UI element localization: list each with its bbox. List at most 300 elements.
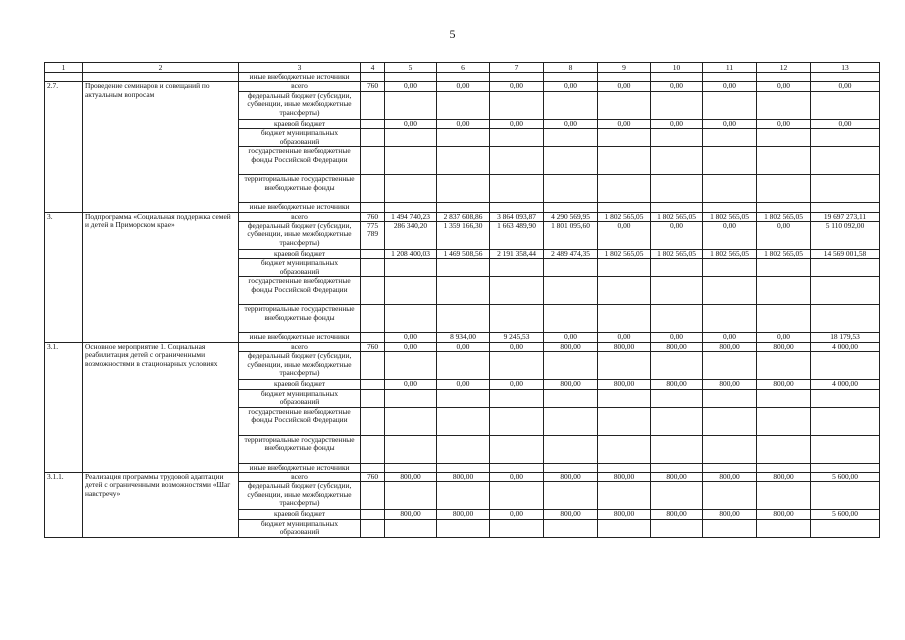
- code-cell: [361, 91, 385, 119]
- value-cell: 0,00: [385, 342, 437, 351]
- code-cell: [361, 250, 385, 259]
- value-cell: 1 802 565,05: [598, 212, 651, 221]
- value-cell: 800,00: [544, 342, 598, 351]
- value-cell: 800,00: [598, 510, 651, 519]
- value-cell: [703, 73, 757, 82]
- value-cell: 1 494 740,23: [385, 212, 437, 221]
- value-cell: [651, 73, 703, 82]
- value-cell: [757, 129, 811, 147]
- value-cell: [490, 407, 544, 435]
- source-cell: территориальные государственные внебюджетные фонды: [239, 305, 361, 333]
- code-cell: [361, 519, 385, 537]
- value-cell: 0,00: [598, 82, 651, 91]
- value-cell: [385, 352, 437, 380]
- section-index: 2.7.: [45, 82, 83, 212]
- value-cell: 0,00: [544, 119, 598, 128]
- value-cell: 4 000,00: [811, 380, 880, 389]
- value-cell: [437, 73, 490, 82]
- value-cell: 1 802 565,05: [703, 212, 757, 221]
- page-number: 5: [449, 27, 456, 41]
- source-cell: федеральный бюджет (субсидии, субвенции, иные межбюджетные трансферты): [239, 482, 361, 510]
- code-cell: [361, 277, 385, 305]
- value-cell: 0,00: [437, 380, 490, 389]
- value-cell: [651, 175, 703, 203]
- source-cell: бюджет муниципальных образований: [239, 389, 361, 407]
- value-cell: 0,00: [651, 82, 703, 91]
- value-cell: 800,00: [544, 380, 598, 389]
- value-cell: [544, 407, 598, 435]
- code-cell: 760: [361, 342, 385, 351]
- value-cell: 5 110 092,00: [811, 222, 880, 250]
- source-cell: краевой бюджет: [239, 119, 361, 128]
- value-cell: [385, 482, 437, 510]
- value-cell: 800,00: [757, 342, 811, 351]
- value-cell: [757, 352, 811, 380]
- section-row: [45, 212, 880, 221]
- value-cell: 1 802 565,05: [598, 250, 651, 259]
- value-cell: 0,00: [703, 119, 757, 128]
- value-cell: [437, 435, 490, 463]
- source-cell: иные внебюджетные источники: [239, 463, 361, 472]
- value-cell: 0,00: [490, 473, 544, 482]
- section-index: 3.: [45, 212, 83, 342]
- value-cell: 0,00: [385, 82, 437, 91]
- value-cell: [703, 129, 757, 147]
- value-cell: 0,00: [703, 222, 757, 250]
- value-cell: [437, 147, 490, 175]
- code-cell: 775 789: [361, 222, 385, 250]
- value-cell: [757, 407, 811, 435]
- value-cell: 0,00: [811, 82, 880, 91]
- value-cell: [651, 389, 703, 407]
- value-cell: [811, 407, 880, 435]
- value-cell: [651, 407, 703, 435]
- code-cell: [361, 259, 385, 277]
- code-cell: [361, 119, 385, 128]
- value-cell: 0,00: [385, 333, 437, 342]
- value-cell: [703, 519, 757, 537]
- value-cell: [544, 259, 598, 277]
- code-cell: [361, 510, 385, 519]
- source-cell: иные внебюджетные источники: [239, 333, 361, 342]
- header-cell: 4: [361, 63, 385, 73]
- code-cell: [361, 463, 385, 472]
- code-cell: [361, 129, 385, 147]
- header-cell: 11: [703, 63, 757, 73]
- section-row: [45, 342, 880, 351]
- source-cell: краевой бюджет: [239, 380, 361, 389]
- value-cell: 800,00: [703, 380, 757, 389]
- value-cell: [490, 519, 544, 537]
- value-cell: [757, 389, 811, 407]
- section-name: Подпрограмма «Социальная поддержка семей и детей в Приморском крае»: [83, 212, 239, 342]
- source-cell: федеральный бюджет (субсидии, субвенции, иные межбюджетные трансферты): [239, 91, 361, 119]
- value-cell: [490, 435, 544, 463]
- value-cell: 0,00: [544, 82, 598, 91]
- value-cell: [598, 305, 651, 333]
- source-cell: иные внебюджетные источники: [239, 73, 361, 82]
- value-cell: [544, 389, 598, 407]
- source-cell: краевой бюджет: [239, 250, 361, 259]
- value-cell: 0,00: [490, 342, 544, 351]
- value-cell: 2 191 358,44: [490, 250, 544, 259]
- value-cell: 0,00: [490, 380, 544, 389]
- value-cell: [385, 91, 437, 119]
- value-cell: [490, 482, 544, 510]
- value-cell: [651, 305, 703, 333]
- value-cell: [437, 259, 490, 277]
- value-cell: 1 802 565,05: [651, 212, 703, 221]
- value-cell: [703, 482, 757, 510]
- value-cell: [651, 259, 703, 277]
- value-cell: [598, 203, 651, 212]
- value-cell: 800,00: [598, 380, 651, 389]
- value-cell: [757, 277, 811, 305]
- value-cell: 800,00: [703, 510, 757, 519]
- value-cell: [490, 389, 544, 407]
- value-cell: 800,00: [437, 473, 490, 482]
- source-cell: федеральный бюджет (субсидии, субвенции, иные межбюджетные трансферты): [239, 222, 361, 250]
- value-cell: [385, 147, 437, 175]
- code-cell: [361, 203, 385, 212]
- code-cell: [361, 333, 385, 342]
- value-cell: [811, 277, 880, 305]
- value-cell: [703, 463, 757, 472]
- value-cell: [385, 305, 437, 333]
- value-cell: [651, 519, 703, 537]
- source-cell: государственные внебюджетные фонды Российской Федерации: [239, 407, 361, 435]
- value-cell: [598, 91, 651, 119]
- value-cell: 1 801 095,60: [544, 222, 598, 250]
- value-cell: [651, 277, 703, 305]
- value-cell: [437, 91, 490, 119]
- value-cell: 0,00: [757, 333, 811, 342]
- value-cell: 1 802 565,05: [651, 250, 703, 259]
- value-cell: 0,00: [651, 222, 703, 250]
- source-cell: иные внебюджетные источники: [239, 203, 361, 212]
- section-index: 3.1.: [45, 342, 83, 472]
- header-cell: 13: [811, 63, 880, 73]
- value-cell: [703, 91, 757, 119]
- value-cell: [598, 519, 651, 537]
- value-cell: [437, 389, 490, 407]
- section-name: Реализация программы трудовой адаптации детей с ограниченными возможностями «Шаг навстречу»: [83, 473, 239, 538]
- value-cell: 9 245,53: [490, 333, 544, 342]
- value-cell: 0,00: [651, 119, 703, 128]
- value-cell: 800,00: [544, 473, 598, 482]
- value-cell: [437, 519, 490, 537]
- index-cell: [45, 73, 83, 82]
- value-cell: 14 569 001,58: [811, 250, 880, 259]
- value-cell: [598, 435, 651, 463]
- value-cell: [651, 147, 703, 175]
- value-cell: [544, 129, 598, 147]
- value-cell: 1 802 565,05: [757, 212, 811, 221]
- value-cell: [544, 305, 598, 333]
- value-cell: 0,00: [490, 510, 544, 519]
- value-cell: [544, 175, 598, 203]
- code-cell: [361, 352, 385, 380]
- value-cell: [490, 175, 544, 203]
- value-cell: [757, 175, 811, 203]
- value-cell: [811, 175, 880, 203]
- value-cell: [385, 463, 437, 472]
- value-cell: [757, 482, 811, 510]
- value-cell: [811, 389, 880, 407]
- source-cell: всего: [239, 82, 361, 91]
- value-cell: 0,00: [757, 82, 811, 91]
- header-cell: 10: [651, 63, 703, 73]
- source-cell: территориальные государственные внебюджетные фонды: [239, 175, 361, 203]
- value-cell: 0,00: [437, 82, 490, 91]
- value-cell: [703, 352, 757, 380]
- value-cell: [544, 203, 598, 212]
- source-cell: государственные внебюджетные фонды Российской Федерации: [239, 147, 361, 175]
- header-cell: 6: [437, 63, 490, 73]
- source-cell: государственные внебюджетные фонды Российской Федерации: [239, 277, 361, 305]
- value-cell: [490, 129, 544, 147]
- value-cell: [651, 435, 703, 463]
- value-cell: 800,00: [385, 510, 437, 519]
- budget-table: [44, 62, 880, 538]
- value-cell: [544, 463, 598, 472]
- value-cell: [544, 435, 598, 463]
- value-cell: [598, 407, 651, 435]
- value-cell: 0,00: [651, 333, 703, 342]
- value-cell: [811, 463, 880, 472]
- value-cell: [651, 91, 703, 119]
- value-cell: [490, 352, 544, 380]
- value-cell: 0,00: [490, 82, 544, 91]
- value-cell: [598, 463, 651, 472]
- value-cell: [544, 91, 598, 119]
- value-cell: [811, 435, 880, 463]
- header-cell: 12: [757, 63, 811, 73]
- value-cell: [544, 277, 598, 305]
- value-cell: [703, 259, 757, 277]
- header-cell: 2: [83, 63, 239, 73]
- value-cell: 800,00: [598, 342, 651, 351]
- value-cell: 1 802 565,05: [757, 250, 811, 259]
- value-cell: 0,00: [437, 342, 490, 351]
- value-cell: 800,00: [651, 342, 703, 351]
- value-cell: [490, 203, 544, 212]
- value-cell: [811, 259, 880, 277]
- source-cell: бюджет муниципальных образований: [239, 519, 361, 537]
- value-cell: [598, 352, 651, 380]
- value-cell: 800,00: [757, 380, 811, 389]
- value-cell: [651, 352, 703, 380]
- value-cell: [598, 129, 651, 147]
- value-cell: [385, 435, 437, 463]
- value-cell: [703, 203, 757, 212]
- value-cell: [437, 305, 490, 333]
- source-cell: всего: [239, 342, 361, 351]
- value-cell: [811, 203, 880, 212]
- value-cell: [490, 147, 544, 175]
- value-cell: [437, 463, 490, 472]
- value-cell: [811, 129, 880, 147]
- value-cell: [490, 305, 544, 333]
- source-cell: всего: [239, 473, 361, 482]
- value-cell: 4 000,00: [811, 342, 880, 351]
- value-cell: 0,00: [598, 333, 651, 342]
- value-cell: [437, 277, 490, 305]
- value-cell: [490, 91, 544, 119]
- code-cell: [361, 147, 385, 175]
- value-cell: 1 469 508,56: [437, 250, 490, 259]
- value-cell: 0,00: [490, 119, 544, 128]
- value-cell: [437, 407, 490, 435]
- code-cell: [361, 482, 385, 510]
- value-cell: [385, 73, 437, 82]
- value-cell: 18 179,53: [811, 333, 880, 342]
- value-cell: [385, 203, 437, 212]
- value-cell: [757, 305, 811, 333]
- value-cell: [437, 129, 490, 147]
- value-cell: 8 934,00: [437, 333, 490, 342]
- value-cell: [490, 259, 544, 277]
- code-cell: [361, 389, 385, 407]
- value-cell: 800,00: [703, 342, 757, 351]
- value-cell: 800,00: [544, 510, 598, 519]
- section-row: [45, 473, 880, 482]
- value-cell: [757, 147, 811, 175]
- value-cell: 286 340,20: [385, 222, 437, 250]
- value-cell: 0,00: [544, 333, 598, 342]
- value-cell: [757, 435, 811, 463]
- value-cell: [598, 277, 651, 305]
- source-cell: федеральный бюджет (субсидии, субвенции, иные межбюджетные трансферты): [239, 352, 361, 380]
- value-cell: [544, 352, 598, 380]
- code-cell: 760: [361, 82, 385, 91]
- value-cell: [544, 147, 598, 175]
- value-cell: [385, 407, 437, 435]
- value-cell: [811, 352, 880, 380]
- value-cell: 0,00: [757, 119, 811, 128]
- value-cell: [385, 277, 437, 305]
- value-cell: [703, 305, 757, 333]
- value-cell: 2 837 608,86: [437, 212, 490, 221]
- value-cell: [544, 519, 598, 537]
- header-cell: 9: [598, 63, 651, 73]
- value-cell: [490, 463, 544, 472]
- value-cell: 800,00: [651, 473, 703, 482]
- code-cell: 760: [361, 473, 385, 482]
- value-cell: [703, 277, 757, 305]
- value-cell: [757, 259, 811, 277]
- value-cell: [437, 175, 490, 203]
- code-cell: [361, 73, 385, 82]
- value-cell: [598, 73, 651, 82]
- value-cell: [598, 259, 651, 277]
- value-cell: [598, 482, 651, 510]
- value-cell: 0,00: [385, 119, 437, 128]
- value-cell: [437, 482, 490, 510]
- value-cell: [598, 389, 651, 407]
- source-cell: краевой бюджет: [239, 510, 361, 519]
- value-cell: 1 208 400,03: [385, 250, 437, 259]
- section-row: [45, 82, 880, 91]
- value-cell: [385, 389, 437, 407]
- value-cell: [703, 435, 757, 463]
- value-cell: [490, 277, 544, 305]
- value-cell: [703, 147, 757, 175]
- value-cell: [385, 129, 437, 147]
- value-cell: [811, 147, 880, 175]
- value-cell: 0,00: [437, 119, 490, 128]
- value-cell: [437, 203, 490, 212]
- value-cell: 0,00: [757, 222, 811, 250]
- value-cell: 800,00: [703, 473, 757, 482]
- value-cell: [437, 352, 490, 380]
- value-cell: [651, 482, 703, 510]
- value-cell: 19 697 273,11: [811, 212, 880, 221]
- code-cell: 760: [361, 212, 385, 221]
- continuation-row: [45, 73, 880, 82]
- value-cell: [651, 203, 703, 212]
- value-cell: 1 802 565,05: [703, 250, 757, 259]
- value-cell: 0,00: [385, 380, 437, 389]
- value-cell: [703, 175, 757, 203]
- value-cell: [385, 175, 437, 203]
- value-cell: [385, 259, 437, 277]
- header-cell: 3: [239, 63, 361, 73]
- source-cell: бюджет муниципальных образований: [239, 259, 361, 277]
- value-cell: [757, 463, 811, 472]
- value-cell: 800,00: [598, 473, 651, 482]
- source-cell: бюджет муниципальных образований: [239, 129, 361, 147]
- value-cell: [811, 73, 880, 82]
- value-cell: 800,00: [757, 473, 811, 482]
- value-cell: 0,00: [811, 119, 880, 128]
- value-cell: [651, 129, 703, 147]
- value-cell: [703, 389, 757, 407]
- value-cell: [811, 305, 880, 333]
- value-cell: [490, 73, 544, 82]
- value-cell: [811, 519, 880, 537]
- value-cell: 0,00: [598, 222, 651, 250]
- code-cell: [361, 175, 385, 203]
- code-cell: [361, 407, 385, 435]
- value-cell: [703, 407, 757, 435]
- name-cell: [83, 73, 239, 82]
- value-cell: [651, 463, 703, 472]
- value-cell: 0,00: [703, 333, 757, 342]
- value-cell: 5 600,00: [811, 510, 880, 519]
- header-cell: 1: [45, 63, 83, 73]
- value-cell: 1 663 489,90: [490, 222, 544, 250]
- value-cell: [385, 519, 437, 537]
- value-cell: 0,00: [598, 119, 651, 128]
- header-row: [45, 63, 880, 73]
- value-cell: 3 864 093,87: [490, 212, 544, 221]
- value-cell: [598, 175, 651, 203]
- value-cell: [811, 91, 880, 119]
- value-cell: 800,00: [651, 510, 703, 519]
- header-cell: 7: [490, 63, 544, 73]
- value-cell: 1 359 166,30: [437, 222, 490, 250]
- section-index: 3.1.1.: [45, 473, 83, 538]
- section-name: Основное мероприятие 1. Социальная реабилитация детей с ограниченными возможностями в стационарных условиях: [83, 342, 239, 472]
- code-cell: [361, 305, 385, 333]
- code-cell: [361, 380, 385, 389]
- value-cell: [757, 203, 811, 212]
- value-cell: 0,00: [703, 82, 757, 91]
- value-cell: [544, 73, 598, 82]
- value-cell: [757, 91, 811, 119]
- value-cell: 4 290 569,95: [544, 212, 598, 221]
